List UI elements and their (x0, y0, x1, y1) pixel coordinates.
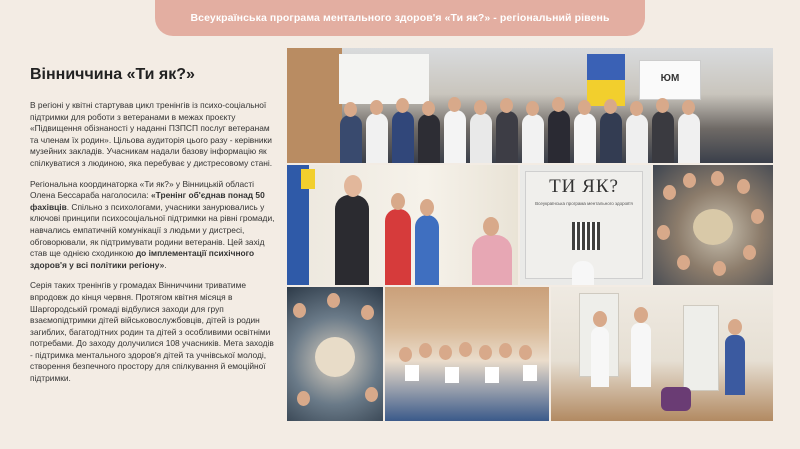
paragraph-2-intro: Регіональна координаторка «Ти як?» у Вінницькій області Олена Бессараба наголосила: (30, 178, 255, 201)
paragraph-2-period: . (164, 259, 167, 270)
photo-people-group (332, 88, 732, 163)
photo-presenters (551, 287, 773, 421)
page-title: Вінниччина «Ти як?» (30, 66, 195, 83)
photo-banner-right-text: ЮМ (660, 73, 680, 84)
paragraph-2-bold-end: до імплементації психічного здоров'я у всі політики регіону» (30, 248, 255, 270)
rollup-banner-right (683, 305, 719, 391)
header-banner (155, 0, 645, 36)
poster-subtitle: Всеукраїнська програма ментального здоров'я (535, 201, 633, 206)
header-title: Всеукраїнська програма ментального здоров'я «Ти як?» - регіональний рівень (190, 12, 610, 24)
photo-tiyak-poster (520, 165, 651, 285)
paragraph-2-body: . Спільно з психологами, учасники занурювались у ключові принципи психосоціальної підтримки на рівні громади, навчались емпатичній комунікації з людьми у дистресі, обговорювали, як підтримувати родини ветеранів. Цей захід став ще однією сходинкою (30, 201, 275, 259)
photo-collage (287, 48, 773, 421)
paragraph-3: Серія таких тренінгів у громадах Вінниччини триватиме впродовж до кінця червня. Протягом квітня місяця в Шаргородській громаді відбулися заходи для груп взаємопідтримки дітей військовослужбовців, дітей із родин загиблих, багатодітних родин та дітей з особливими освітніми потребами. До заходу долучилися 108 учасників. Мета заходів - підтримка ментального здоров'я дітей та учнівської молоді, створення безпечного простору для спілкування й емоційної підтримки. (30, 280, 274, 384)
paragraph-2 (30, 179, 275, 272)
photo-hands-circle (287, 287, 383, 421)
text-column (30, 66, 275, 394)
paragraph-1: В регіоні у квітні стартував цикл тренінгів із психо-соціальної підтримки для роботи з ветеранами в межах проєкту «Підвищення обізнаності у наданні ПЗПСП послуг ветеранам та членам їх родин». Цільова аудиторія цього разу - керівники музейних закладів. Учасникам надали базову інформацію як спілкуватися з людиною, яка перебуває у дистресовому стані. (30, 100, 273, 168)
qr-code-icon (572, 222, 600, 250)
photo-kids-circle (653, 165, 773, 285)
poster-title: ТИ ЯК? (549, 176, 619, 197)
photo-speaker (287, 165, 518, 285)
photo-group-training (287, 48, 773, 163)
photo-children-group (385, 287, 549, 421)
paragraph-2-bold-quote: «Тренінг об'єднав понад 50 фахівців (30, 190, 265, 212)
